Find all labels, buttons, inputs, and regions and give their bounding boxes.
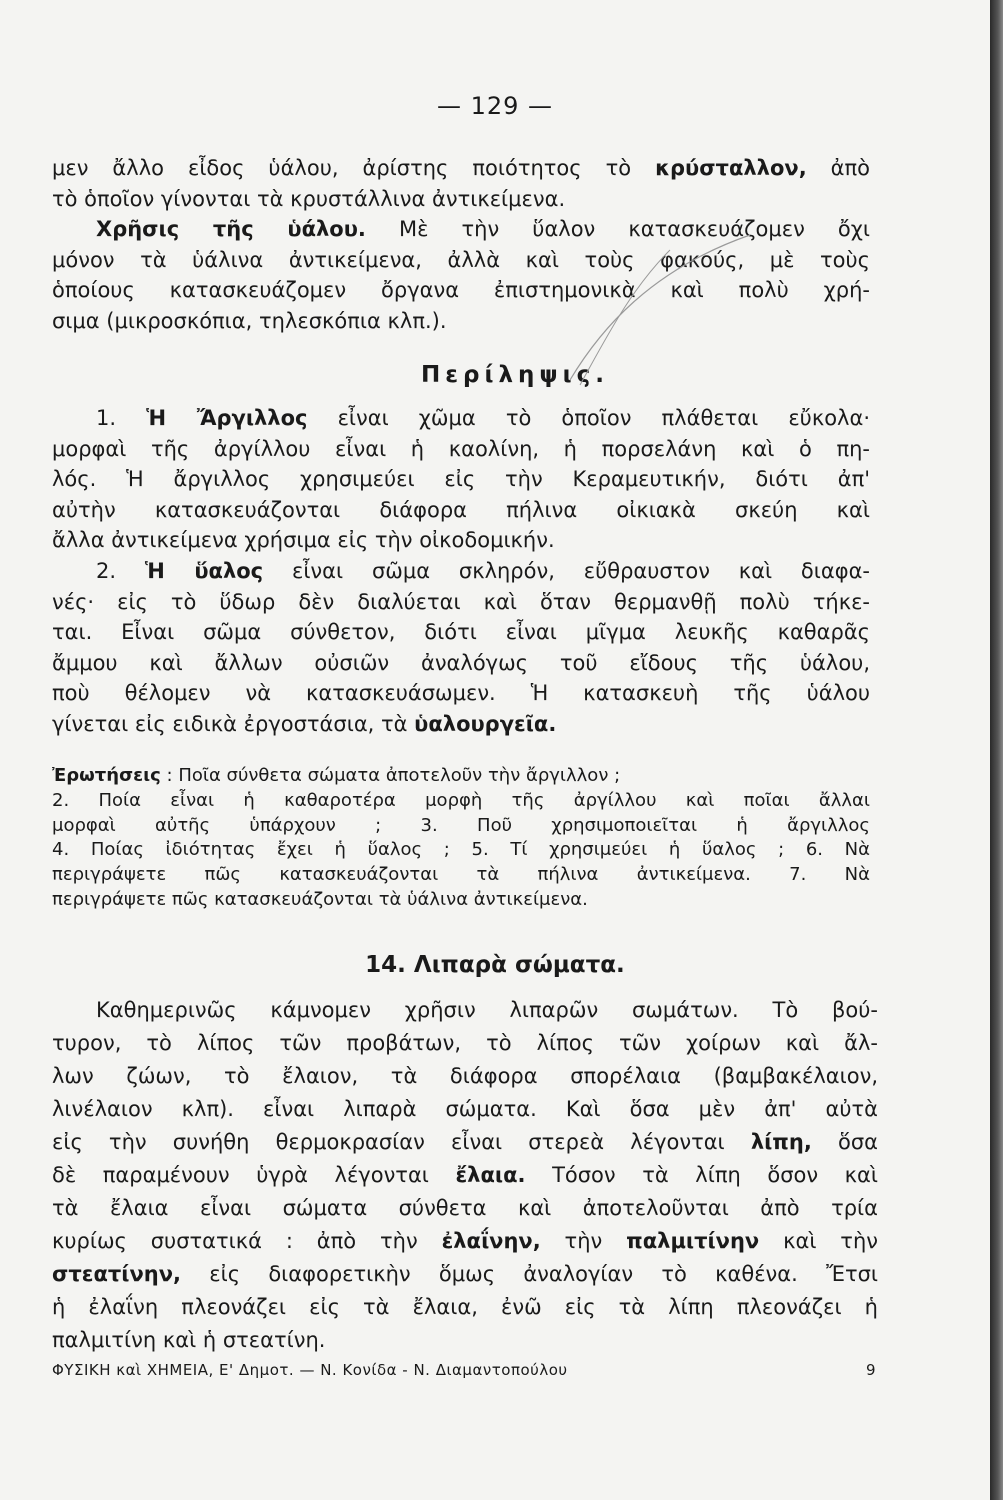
questions-block [52,764,870,913]
section-heading: 14. Λιπαρὰ σώματα. [365,952,625,978]
body-line [52,1159,878,1192]
text-run: ποὺ θέλομεν νὰ κατασκευάσωμεν. Ἡ κατασκευὴ τῆς ὑάλου [52,681,870,706]
body-line [52,1126,878,1159]
text-run: ἄμμου καὶ ἄλλων οὐσιῶν ἀναλόγως τοῦ εἴδους τῆς ὑάλου, [52,650,870,675]
text-run: Καθημερινῶς κάμνομεν χρῆσιν λιπαρῶν σωμάτων. Τὸ βού- [96,998,878,1022]
intro-line [52,306,870,337]
summary-line [52,434,870,465]
body-line [52,1291,878,1324]
text-run: εἰς διαφορετικὴν ὅμως ἀναλογίαν τὸ καθένα. Ἔτσι [181,1262,878,1286]
text-run: ἄλλα ἀντικείμενα χρήσιμα εἰς τὴν οἰκοδομικήν. [52,528,555,553]
body-line [52,1324,878,1357]
questions-line [52,838,870,863]
text-run: ἔλαια. [455,1163,526,1187]
text-run: περιγράψετε πῶς κατασκευάζονται τὰ πήλινα ἀντικείμενα. 7. Νὰ [52,864,870,886]
questions-line [52,814,870,839]
text-run: μορφαὶ αὐτῆς ὑπάρχουν ; 3. Ποῦ χρησιμοποιεῖται ἡ ἄργιλλος [52,814,870,836]
text-run: κυρίως συστατικά : ἀπὸ τὴν [52,1229,442,1253]
text-run: 1. [96,406,147,430]
text-run: ὑαλουργεῖα. [414,711,557,736]
text-run: Ἡ ὕαλος [144,558,264,583]
text-run: 4. Ποίας ἰδιότητας ἔχει ἡ ὕαλος ; 5. Τί χρησιμεύει ἡ ὕαλος ; 6. Νὰ [52,839,870,861]
text-run: Χρῆσις τῆς ὑάλου. [96,217,366,242]
text-run: σιμα (μικροσκόπια, τηλεσκόπια κλπ.). [52,308,447,333]
text-run: : Ποῖα σύνθετα σώματα ἀποτελοῦν τὴν ἄργιλλον ; [160,765,621,786]
text-run: παλμιτίνη καὶ ἡ στεατίνη. [52,1328,326,1352]
text-run: λίπη, [750,1130,812,1154]
text-run: δὲ παραμένουν ὑγρὰ λέγονται [52,1163,456,1187]
page-footer [52,1361,876,1379]
body-line [52,1027,878,1060]
section-body [52,994,878,1357]
body-line [52,1225,878,1258]
intro-line [52,275,870,306]
text-run: εἶναι σῶμα σκληρόν, εὔθραυστον καὶ διαφα- [263,558,871,583]
text-run: στεατίνην, [52,1262,181,1286]
intro-line [52,245,870,276]
text-run: νές· εἰς τὸ ὕδωρ δὲν διαλύεται καὶ ὅταν θερμανθῇ πολὺ τήκε- [52,589,870,614]
text-run: ἡ ἐλαΐνη πλεονάζει εἰς τὰ ἔλαια, ἐνῶ εἰς τὰ λίπη πλεονάζει ἡ [52,1295,878,1319]
body-line [52,1060,878,1093]
text-run: ἐλαΐνην, [441,1229,541,1253]
body-line [52,1192,878,1225]
summary-line [52,678,870,709]
intro-paragraph [52,153,870,337]
text-run: 2. Ποία εἶναι ἡ καθαροτέρα μορφὴ τῆς ἀργίλλου καὶ ποῖαι ἄλλαι [52,789,870,811]
text-run: Ἐρωτήσεις [52,765,161,786]
text-run: παλμιτίνην [626,1229,760,1253]
summary-paragraphs [52,403,870,740]
body-line [52,1258,878,1291]
footer-signature: 9 [865,1361,876,1379]
footer-credit: ΦΥΣΙΚΗ καὶ ΧΗΜΕΙΑ, Ε' Δημοτ. — Ν. Κονίδα - Ν. Διαμαντοπούλου [52,1361,568,1379]
text-run: Ἡ Ἄργιλλος [146,406,308,430]
text-run: μόνον τὰ ὑάλινα ἀντικείμενα, ἀλλὰ καὶ τοὺς φακούς, μὲ τοὺς [52,247,870,272]
page-number: — 129 — [436,92,554,120]
text-run: μεν ἄλλο εἶδος ὑάλου, ἀρίστης ποιότητος τὸ [52,156,656,180]
text-run: τυρον, τὸ λίπος τῶν προβάτων, τὸ λίπος τῶν χοίρων καὶ ἄλ- [52,1031,878,1055]
text-run: εἰς τὴν συνήθη θερμοκρασίαν εἶναι στερεὰ λέγονται [52,1130,751,1154]
text-run: κρύσταλλον, [655,156,807,180]
text-run: ἀπὸ [806,156,870,180]
text-run: λός. Ἡ ἄργιλλος χρησιμεύει εἰς τὴν Κεραμευτικήν, διότι ἀπ' [52,467,870,492]
questions-line [52,888,870,913]
text-run: τὸ ὁποῖον γίνονται τὰ κρυστάλλινα ἀντικείμενα. [52,186,566,211]
summary-line [52,617,870,648]
text-run: ται. Εἶναι σῶμα σύνθετον, διότι εἶναι μῖγμα λευκῆς καθαρᾶς [52,620,870,645]
text-run: ὁποίους κατασκευάζομεν ὄργανα ἐπιστημονικὰ καὶ πολὺ χρή- [52,278,870,303]
intro-line [52,153,870,184]
body-line [52,994,878,1027]
summary-line [52,464,870,495]
page-edge [990,0,1003,1500]
text-run: τὴν [540,1229,627,1253]
text-run: καὶ τὴν [759,1229,878,1253]
summary-line [52,495,870,526]
text-run: γίνεται εἰς ειδικὰ ἐργοστάσια, τὰ [52,711,415,736]
questions-line [52,863,870,888]
text-run: ὅσα [811,1130,878,1154]
text-run: εἶναι χῶμα τὸ ὁποῖον πλάθεται εὔκολα· [307,406,870,430]
text-run: αὐτὴν κατασκευάζονται διάφορα πήλινα οἰκιακὰ σκεύη καὶ [52,497,870,522]
text-run: 2. [96,558,145,583]
summary-line [52,403,870,434]
text-run: λων ζώων, τὸ ἔλαιον, τὰ διάφορα σπορέλαια (βαμβακέλαιον, [52,1064,878,1088]
text-run: Μὲ τὴν ὕαλον κατασκευάζομεν ὄχι [365,217,870,242]
body-line [52,1093,878,1126]
summary-heading: Περίληψις. [421,362,609,388]
intro-line [52,214,870,245]
questions-line [52,789,870,814]
summary-line [52,556,870,587]
summary-line [52,709,870,740]
intro-line [52,184,870,215]
text-run: λινέλαιον κλπ). εἶναι λιπαρὰ σώματα. Καὶ ὅσα μὲν ἀπ' αὐτὰ [52,1097,878,1121]
questions-line [52,764,870,789]
text-run: Τόσον τὰ λίπη ὅσον καὶ [525,1163,878,1187]
summary-line [52,648,870,679]
summary-line [52,587,870,618]
text-run: περιγράψετε πῶς κατασκευάζονται τὰ ὑάλινα ἀντικείμενα. [52,888,588,910]
text-run: μορφαὶ τῆς ἀργίλλου εἶναι ἡ καολίνη, ἡ πορσελάνη καὶ ὁ πη- [52,436,870,461]
summary-line [52,525,870,556]
text-run: τὰ ἔλαια εἶναι σώματα σύνθετα καὶ ἀποτελοῦνται ἀπὸ τρία [52,1196,878,1220]
